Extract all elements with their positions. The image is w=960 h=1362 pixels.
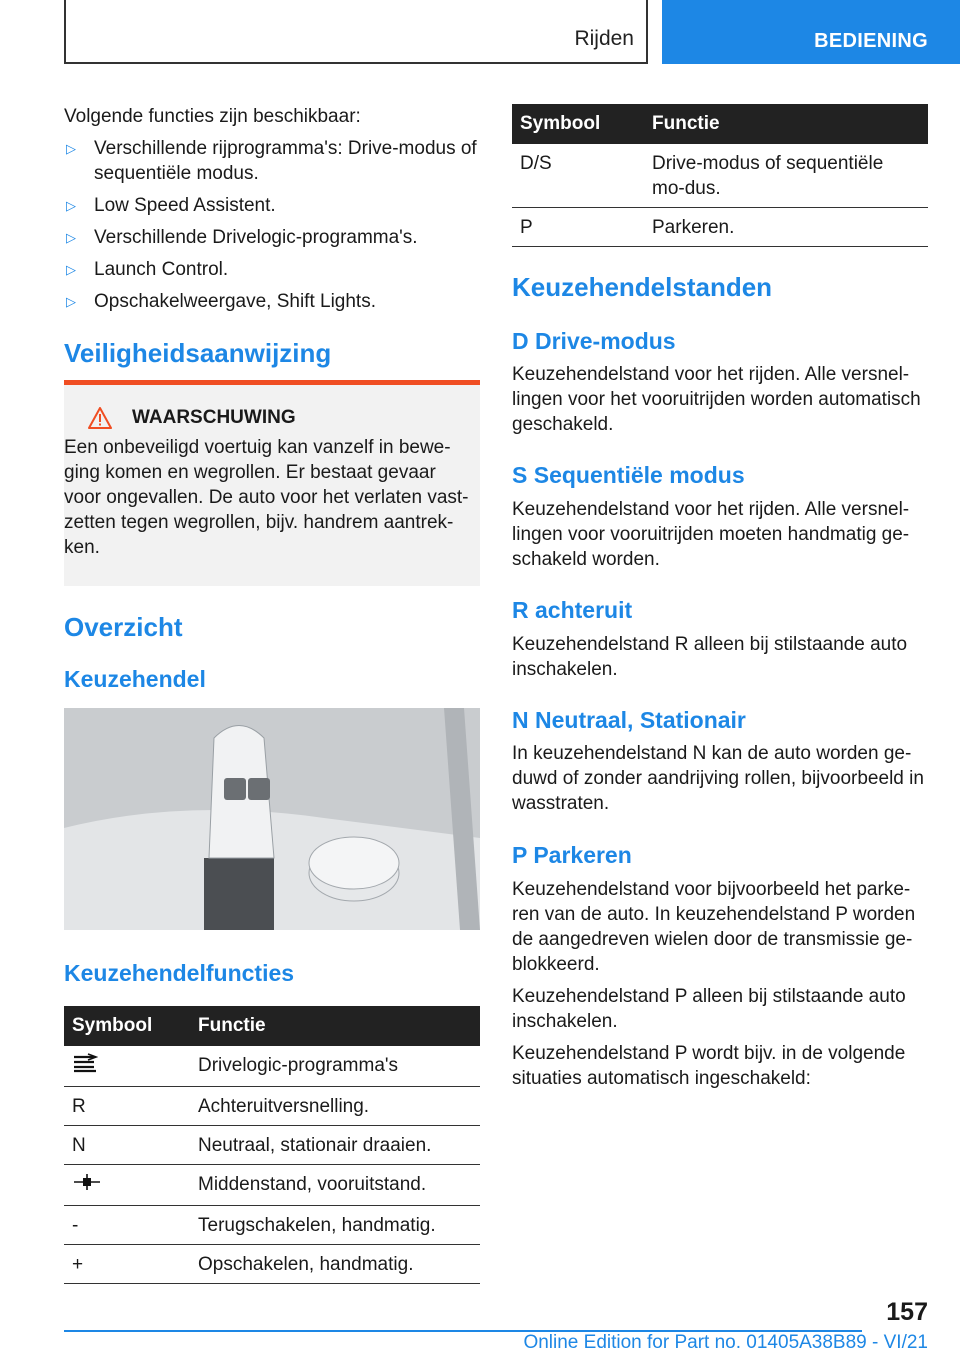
triangle-bullet-icon: ▷ — [66, 230, 76, 245]
triangle-bullet-icon: ▷ — [66, 294, 76, 309]
gear-selector-illustration — [64, 708, 480, 930]
feature-list — [64, 136, 480, 321]
section-paragraph: Keuzehendelstand P wordt bijv. in de volgende situaties automatisch ingeschakeld: — [512, 1043, 906, 1089]
symbol-cell: D/S — [512, 144, 644, 208]
gear-selector-image — [64, 708, 480, 930]
center-position-icon — [72, 1172, 102, 1192]
warning-text: Een onbeveiligd voertuig kan vanzelf in bewe-ging komen en wegrollen. Er bestaat gevaar voor ongevallen. De auto voor het verlaten vast-zetten tegen wegrollen, bijv. handrem aantrek-ken. — [64, 437, 469, 558]
symbol-cell — [64, 1165, 190, 1206]
header-chapter-label: BEDIENING — [814, 30, 928, 52]
function-cell: Drivelogic-programma's — [190, 1046, 480, 1087]
column-header: Symbool — [512, 104, 644, 144]
header-section — [64, 0, 648, 64]
column-header: Functie — [190, 1006, 480, 1046]
section-title: D Drive-modus — [512, 328, 676, 354]
table-row — [64, 1165, 480, 1206]
warning-triangle-icon — [88, 407, 112, 429]
symbol-cell: R — [64, 1087, 190, 1126]
table-row — [64, 1087, 480, 1126]
section-title: N Neutraal, Stationair — [512, 707, 746, 733]
warning-box — [64, 380, 480, 586]
drivelogic-icon — [72, 1053, 98, 1073]
section-paragraph: Keuzehendelstand R alleen bij stilstaande auto inschakelen. — [512, 634, 908, 680]
table-row — [512, 144, 928, 208]
table-header-row — [512, 104, 928, 144]
function-cell: Opschakelen, handmatig. — [190, 1245, 480, 1284]
selector-heading: Keuzehendel — [64, 666, 206, 692]
column-header: Functie — [644, 104, 928, 144]
triangle-bullet-icon: ▷ — [66, 262, 76, 277]
section-paragraph: Keuzehendelstand voor bijvoorbeeld het parke-ren van de auto. In keuzehendelstand P worden de aangedreven wielen door de transmissie ge-blokkeerd. — [512, 879, 916, 975]
function-cell: Terugschakelen, handmatig. — [190, 1206, 480, 1245]
list-item: ▷ Verschillende rijprogramma's: Drive-modus of sequentiële modus. — [66, 138, 477, 184]
column-header: Symbool — [64, 1006, 190, 1046]
warning-title — [64, 407, 470, 429]
symbol-cell: + — [64, 1245, 190, 1284]
positions-heading: Keuzehendelstanden — [512, 272, 773, 302]
function-cell: Neutraal, stationair draaien. — [190, 1126, 480, 1165]
section-paragraph: Keuzehendelstand P alleen bij stilstaande auto inschakelen. — [512, 986, 906, 1032]
section-paragraph: Keuzehendelstand voor het rijden. Alle versnel-lingen voor vooruitrijden moeten handmatig ge-schakeld worden. — [512, 499, 910, 570]
triangle-bullet-icon: ▷ — [66, 198, 76, 213]
table-row — [64, 1245, 480, 1284]
intro-text: Volgende functies zijn beschikbaar: — [64, 106, 361, 127]
symbol-cell: P — [512, 208, 644, 247]
table-row — [64, 1126, 480, 1165]
list-item: ▷ Verschillende Drivelogic-programma's. — [66, 227, 418, 248]
function-cell: Parkeren. — [644, 208, 928, 247]
table-row — [512, 208, 928, 247]
safety-heading: Veiligheidsaanwijzing — [64, 338, 332, 368]
functions-heading: Keuzehendelfuncties — [64, 960, 295, 986]
list-item: ▷ Opschakelweergave, Shift Lights. — [66, 291, 376, 312]
section-title: R achteruit — [512, 597, 633, 623]
mode-table — [512, 104, 928, 247]
section-paragraph: Keuzehendelstand voor het rijden. Alle versnel-lingen voor het vooruitrijden worden automatisch geschakeld. — [512, 364, 921, 435]
warning-title-text: WAARSCHUWING — [132, 407, 296, 428]
symbol-cell: - — [64, 1206, 190, 1245]
section-paragraph: In keuzehendelstand N kan de auto worden ge-duwd of zonder aandrijving rollen, bijvoorbeeld in wasstraten. — [512, 743, 924, 814]
header-chapter — [662, 0, 960, 64]
page-number: 157 — [886, 1298, 928, 1326]
function-cell: Achteruitversnelling. — [190, 1087, 480, 1126]
table-header-row — [64, 1006, 480, 1046]
section-title: P Parkeren — [512, 842, 632, 868]
footer-edition: Online Edition for Part no. 01405A38B89 - VI/21 — [523, 1332, 928, 1353]
function-cell: Drive-modus of sequentiële mo-dus. — [644, 144, 928, 208]
list-item: ▷ Low Speed Assistent. — [66, 195, 276, 216]
list-item: ▷ Launch Control. — [66, 259, 229, 280]
symbol-cell: N — [64, 1126, 190, 1165]
selector-functions-table — [64, 1006, 480, 1284]
triangle-bullet-icon: ▷ — [66, 141, 76, 156]
table-row — [64, 1046, 480, 1087]
symbol-cell — [64, 1046, 190, 1087]
table-row — [64, 1206, 480, 1245]
function-cell: Middenstand, vooruitstand. — [190, 1165, 480, 1206]
overview-heading: Overzicht — [64, 612, 183, 642]
section-title: S Sequentiële modus — [512, 462, 745, 488]
header-section-label: Rijden — [574, 27, 634, 50]
